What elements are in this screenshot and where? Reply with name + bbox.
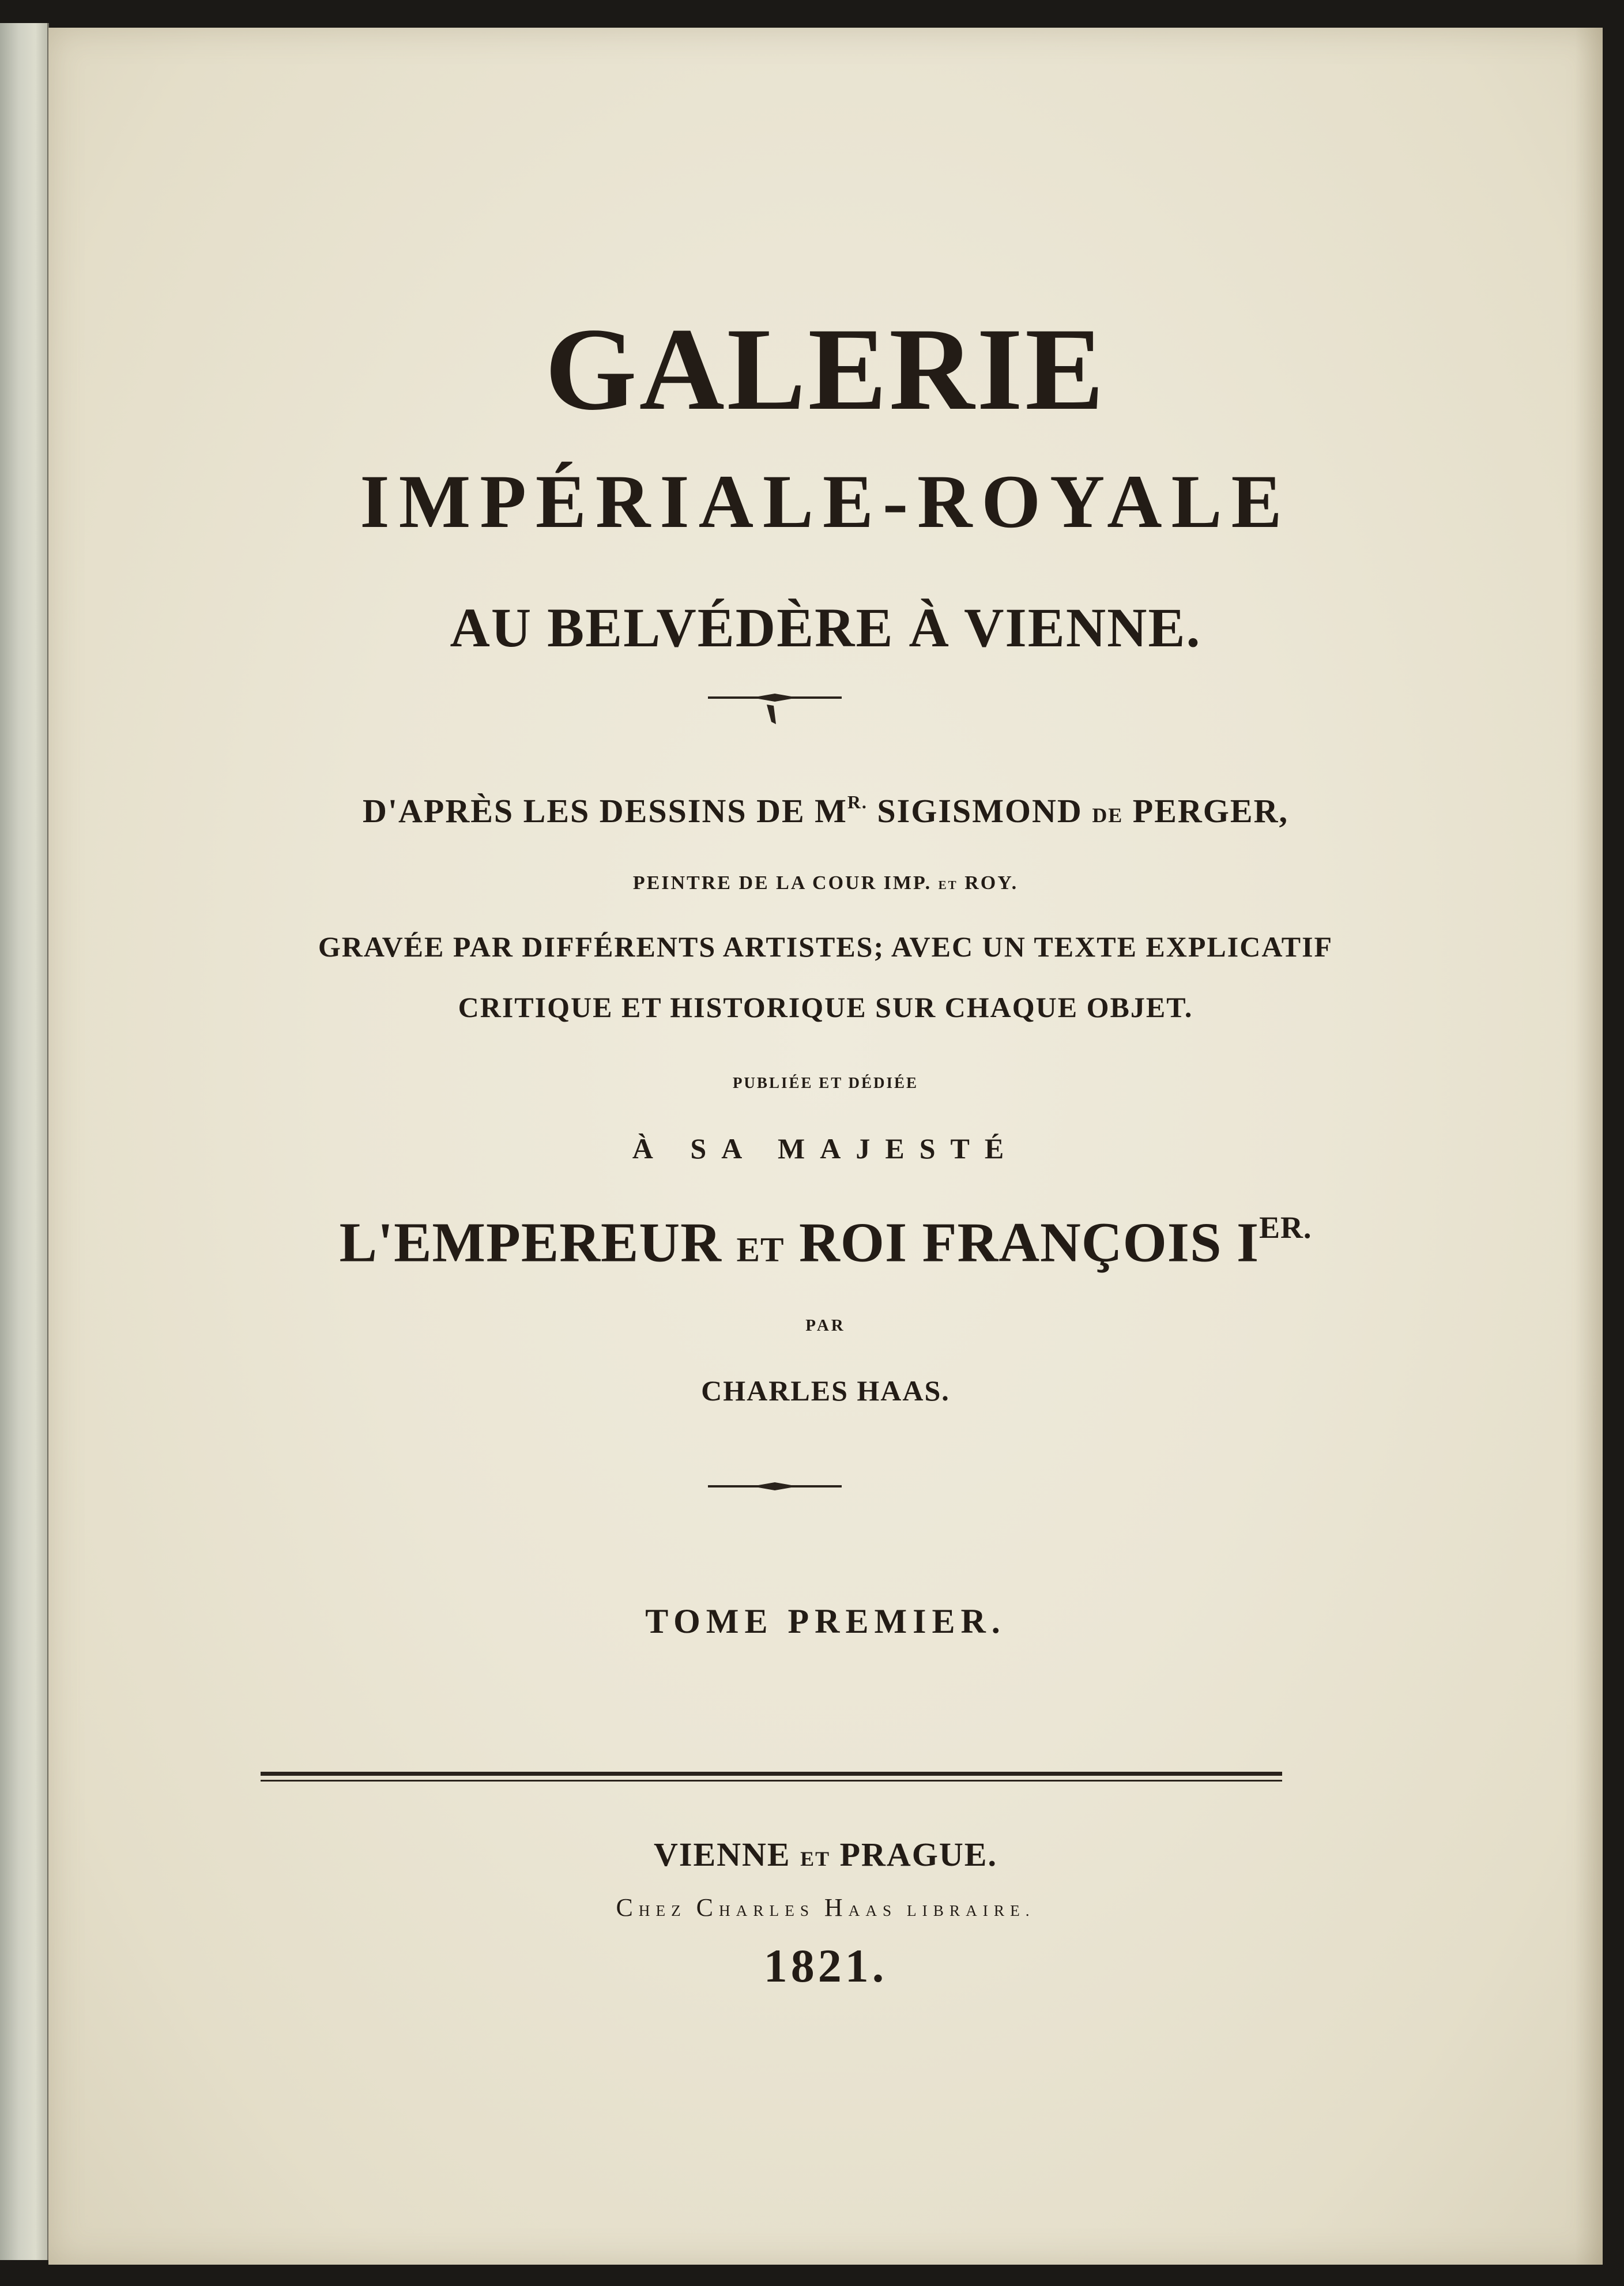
imprint-charles-rest: HARLES xyxy=(718,1902,824,1919)
dedication-empereur-sup: ER. xyxy=(1259,1210,1312,1245)
imprint-libraire: LIBRAIRE. xyxy=(907,1902,1035,1919)
previous-leaf-edge xyxy=(0,23,49,2260)
imprint-haas-initial: H xyxy=(824,1893,849,1922)
credit-dessins-name: SIGISMOND xyxy=(867,792,1092,830)
ornament-rule-middle xyxy=(706,1481,844,1492)
imprint-cities xyxy=(48,1835,1603,1874)
credit-dessins-surname: PERGER, xyxy=(1123,792,1288,830)
imprint-rule-thin xyxy=(261,1780,1282,1782)
imprint-prague: PRAGUE. xyxy=(830,1836,997,1873)
imprint-year: 1821. xyxy=(763,1939,888,1992)
imprint-rule-thick xyxy=(261,1772,1282,1776)
credit-peintre-suffix: ROY. xyxy=(958,872,1019,894)
title-belvedere: AU BELVÉDÈRE À VIENNE. xyxy=(450,597,1201,658)
credit-gravee: GRAVÉE PAR DIFFÉRENTS ARTISTES; AVEC UN TEXTE EXPLICATIF xyxy=(318,931,1333,963)
credit-dessins-prefix: D'APRÈS LES DESSINS DE M xyxy=(363,792,847,830)
dedication-empereur xyxy=(48,1210,1603,1275)
credit-dessins xyxy=(48,792,1603,830)
ornament-rule-top xyxy=(706,692,844,733)
title-imperiale-royale: IMPÉRIALE-ROYALE xyxy=(360,459,1291,544)
credit-dessins-de: DE xyxy=(1092,804,1124,827)
imprint-double-rule xyxy=(261,1772,1282,1784)
credit-critique: CRITIQUE ET HISTORIQUE SUR CHAQUE OBJET. xyxy=(458,991,1193,1023)
dedication-empereur-prefix: L'EMPEREUR xyxy=(339,1211,737,1274)
imprint-chez-initial: C xyxy=(616,1893,639,1922)
title-page xyxy=(48,28,1603,2265)
dedication-publiee: PUBLIÉE ET DÉDIÉE xyxy=(732,1074,919,1091)
author-name: CHARLES HAAS. xyxy=(701,1374,950,1407)
author-par: PAR xyxy=(805,1316,846,1335)
imprint-chez-rest: HEZ xyxy=(638,1902,696,1919)
imprint-charles-initial: C xyxy=(696,1893,719,1922)
imprint-haas-rest: AAS xyxy=(848,1902,907,1919)
title-galerie: GALERIE xyxy=(545,304,1106,435)
dedication-empereur-main: ROI FRANÇOIS I xyxy=(784,1211,1260,1274)
dedication-majeste: À SA MAJESTÉ xyxy=(632,1132,1019,1165)
credit-peintre xyxy=(48,872,1603,894)
volume-label: TOME PREMIER. xyxy=(645,1602,1006,1640)
dedication-empereur-et: ET xyxy=(736,1230,785,1270)
credit-peintre-prefix: PEINTRE DE LA COUR IMP. xyxy=(632,872,939,894)
imprint-et: ET xyxy=(800,1847,831,1870)
imprint-publisher xyxy=(48,1893,1603,1922)
credit-peintre-et: ET xyxy=(938,878,958,892)
credit-dessins-title-sup: R. xyxy=(847,792,868,813)
imprint-vienne: VIENNE xyxy=(654,1836,801,1873)
